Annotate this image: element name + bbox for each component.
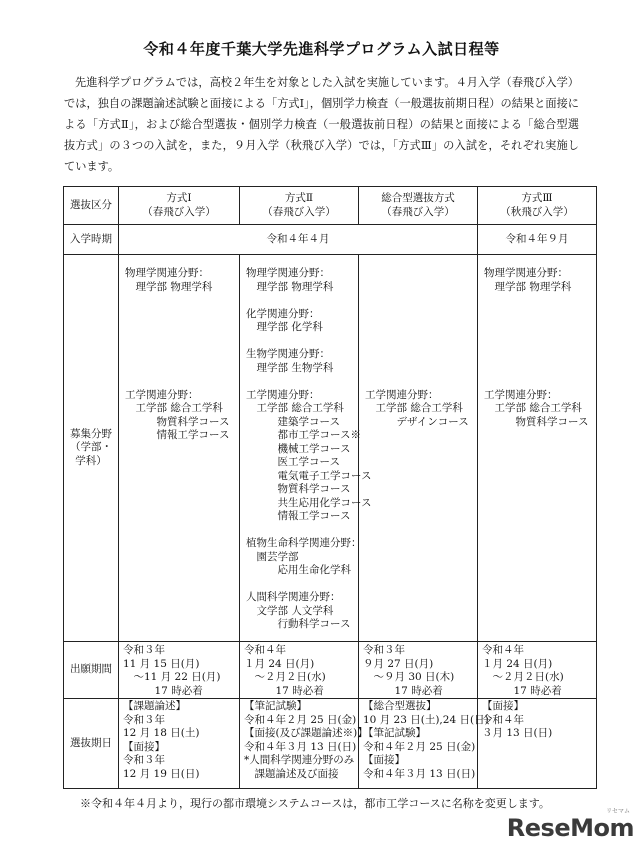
header-method-3-name: 方式Ⅲ bbox=[521, 192, 553, 204]
cell-line bbox=[125, 375, 239, 389]
cell-line bbox=[484, 348, 596, 362]
cell-line: 物理学関連分野： bbox=[246, 267, 330, 279]
cell-line: ９月 27 日(月) bbox=[363, 657, 434, 670]
header-method-2 bbox=[240, 187, 359, 225]
category-label: 選抜区分 bbox=[64, 187, 119, 225]
cell-line: 17 時必着 bbox=[482, 684, 562, 697]
footnote: ※令和４年４月より，現行の都市環境システムコースは，都市工学コースに名称を変更します。 bbox=[80, 797, 550, 810]
cell-line bbox=[246, 335, 358, 349]
cell-line: 【筆記試験】 bbox=[363, 727, 426, 739]
cell-line: ～11 月 22 日(月) bbox=[123, 671, 221, 683]
selection-row bbox=[64, 699, 597, 789]
cell-line: 令和４年２月 25 日(金) bbox=[244, 713, 357, 726]
cell-line bbox=[125, 308, 239, 322]
cell-line: 化学関連分野： bbox=[246, 307, 320, 320]
admission-spring: 令和４年４月 bbox=[119, 225, 478, 255]
cell-line: １月 24 日(月) bbox=[244, 657, 315, 670]
selection-date-label: 選抜期日 bbox=[64, 699, 119, 789]
fields-comprehensive bbox=[359, 255, 478, 642]
header-comprehensive-name: 総合型選抜方式 bbox=[381, 192, 455, 204]
cell-line: 工学部 総合工学科 bbox=[125, 402, 223, 414]
application-comprehensive bbox=[359, 642, 478, 699]
application-method-3 bbox=[478, 642, 597, 699]
cell-line bbox=[484, 335, 596, 349]
cell-line: 11 月 15 日(月) bbox=[123, 657, 200, 670]
cell-line: 12 月 19 日(日) bbox=[123, 767, 200, 780]
cell-line: 物理学関連分野： bbox=[125, 267, 209, 279]
cell-line bbox=[365, 362, 477, 376]
admission-period-label: 入学時期 bbox=[64, 225, 119, 255]
header-method-1-name: 方式Ⅰ bbox=[166, 192, 192, 204]
cell-line bbox=[125, 321, 239, 335]
cell-line: ～２月２日(水) bbox=[244, 671, 326, 683]
header-method-2-sub: （春飛び入学） bbox=[262, 205, 336, 218]
selection-method-1 bbox=[119, 699, 240, 789]
cell-line: 令和３年 bbox=[123, 754, 165, 766]
cell-line bbox=[365, 294, 477, 308]
cell-line: 電気電子工学コース bbox=[246, 469, 372, 482]
fields-method-1 bbox=[119, 255, 240, 642]
cell-line bbox=[484, 375, 596, 389]
cell-line: 園芸学部 bbox=[246, 550, 299, 563]
cell-line: 令和４年３月 13 日(日) bbox=[244, 740, 357, 753]
cell-line: 17 時必着 bbox=[123, 684, 203, 697]
cell-line bbox=[365, 267, 477, 281]
cell-line: 工学関連分野： bbox=[125, 388, 199, 401]
cell-line: ～２月２日(水) bbox=[482, 671, 564, 683]
cell-line bbox=[365, 308, 477, 322]
application-row bbox=[64, 642, 597, 699]
cell-line: 理学部 物理学科 bbox=[484, 280, 572, 293]
cell-line: 理学部 生物学科 bbox=[246, 361, 334, 374]
page-title: 令和４年度千葉大学先進科学プログラム入試日程等 bbox=[143, 40, 500, 58]
cell-line: 文学部 人文学科 bbox=[246, 604, 334, 617]
resemom-logo bbox=[500, 806, 640, 846]
cell-line: 建築学コース bbox=[246, 415, 340, 428]
header-method-1 bbox=[119, 187, 240, 225]
cell-line: 令和４年２月 25 日(金) bbox=[363, 740, 476, 753]
cell-line: ３月 13 日(日) bbox=[482, 727, 553, 739]
application-period-label: 出願期間 bbox=[64, 642, 119, 699]
cell-line: 令和３年 bbox=[363, 644, 405, 656]
intro-paragraph: 先進科学プログラムでは，高校２年生を対象とした入試を実施しています。４月入学（春飛び入学）では，独自の課題論述試験と面接による「方式Ⅰ」，個別学力検査（一般選抜前期日程）の結果と面接による「方式Ⅱ」，および総合型選抜・個別学力検査（一般選抜前日程）の結果と面接による「総合型選抜方式」の３つの入試を，また，９月入学（秋飛び入学）では，「方式Ⅲ」の入試を，それぞれ実施しています。 bbox=[64, 76, 579, 173]
cell-line: 【面接】 bbox=[363, 754, 405, 766]
cell-line: *人間科学関連分野のみ bbox=[244, 754, 355, 766]
cell-line: 工学関連分野： bbox=[365, 388, 439, 401]
cell-line bbox=[365, 348, 477, 362]
cell-line: 物理学関連分野： bbox=[484, 267, 568, 279]
cell-line: 12 月 18 日(土) bbox=[123, 727, 200, 739]
header-method-3-sub: （秋飛び入学） bbox=[500, 205, 574, 218]
header-comprehensive-sub: （春飛び入学） bbox=[381, 205, 455, 218]
cell-line: 【面接】 bbox=[482, 700, 524, 712]
cell-line: １月 24 日(月) bbox=[482, 657, 553, 670]
cell-line: 理学部 物理学科 bbox=[125, 280, 213, 293]
header-method-1-sub: （春飛び入学） bbox=[142, 205, 216, 218]
cell-line: 令和４年 bbox=[482, 644, 524, 656]
fields-label bbox=[64, 255, 119, 642]
cell-line bbox=[125, 348, 239, 362]
cell-line bbox=[365, 335, 477, 349]
cell-line: 【総合型選抜】 bbox=[363, 700, 437, 712]
cell-line bbox=[484, 362, 596, 376]
cell-line: 【筆記試験】 bbox=[244, 700, 307, 712]
cell-line bbox=[125, 335, 239, 349]
cell-line bbox=[484, 294, 596, 308]
cell-line: 人間科学関連分野： bbox=[246, 591, 341, 603]
cell-line: 応用生命化学科 bbox=[246, 564, 351, 576]
cell-line bbox=[246, 294, 358, 308]
cell-line: 【面接(及び課題論述※)】 bbox=[244, 727, 368, 739]
cell-line: 17 時必着 bbox=[244, 684, 324, 697]
cell-line bbox=[246, 375, 358, 389]
cell-line bbox=[125, 362, 239, 376]
cell-line: ～９月 30 日(木) bbox=[363, 671, 455, 683]
cell-line bbox=[365, 281, 477, 295]
selection-comprehensive bbox=[359, 699, 489, 789]
cell-line: 情報工学コース bbox=[125, 429, 230, 441]
admission-autumn: 令和４年９月 bbox=[478, 225, 597, 255]
cell-line: 植物生命科学関連分野： bbox=[246, 537, 362, 549]
cell-line bbox=[484, 308, 596, 322]
cell-line: 工学関連分野： bbox=[484, 388, 558, 401]
selection-method-3 bbox=[478, 699, 597, 789]
header-method-3 bbox=[478, 187, 597, 225]
cell-line: 【課題論述】 bbox=[123, 700, 186, 712]
header-method-2-name: 方式Ⅱ bbox=[284, 192, 314, 204]
cell-line: 17 時必着 bbox=[363, 684, 443, 697]
cell-line: 10 月 23 日(土),24 日(日) bbox=[363, 713, 489, 726]
header-comprehensive bbox=[359, 187, 478, 225]
cell-line: 理学部 化学科 bbox=[246, 321, 323, 333]
cell-line: 工学部 総合工学科 bbox=[365, 402, 463, 414]
application-method-1 bbox=[119, 642, 240, 699]
fields-row bbox=[64, 255, 597, 642]
cell-line: 【面接】 bbox=[123, 740, 165, 753]
cell-line: 物質科学コース bbox=[484, 415, 589, 428]
logo-small-text: リセマム bbox=[606, 808, 630, 815]
cell-line: 令和４年 bbox=[244, 644, 286, 656]
cell-line: 工学部 総合工学科 bbox=[246, 402, 344, 414]
application-method-2 bbox=[240, 642, 359, 699]
cell-line: デザインコース bbox=[365, 415, 469, 428]
selection-method-2 bbox=[240, 699, 368, 789]
cell-line bbox=[125, 294, 239, 308]
cell-line bbox=[246, 578, 358, 592]
logo-text: ReseMom bbox=[506, 814, 634, 842]
fields-method-3 bbox=[478, 255, 597, 642]
fields-label-line: 学科） bbox=[75, 454, 107, 467]
cell-line bbox=[246, 524, 358, 538]
cell-line: 医工学コース bbox=[246, 456, 340, 468]
cell-line: 工学関連分野： bbox=[246, 388, 320, 401]
cell-line: 課題論述及び面接 bbox=[244, 767, 339, 780]
cell-line: 行動科学コース bbox=[246, 618, 351, 630]
fields-label-line: 募集分野 bbox=[70, 427, 112, 440]
cell-line: 都市工学コース※ bbox=[246, 429, 361, 441]
cell-line: 令和４年 bbox=[482, 713, 524, 726]
admission-row bbox=[64, 225, 597, 255]
fields-label-line: （学部・ bbox=[70, 441, 112, 454]
cell-line: 物質科学コース bbox=[246, 483, 351, 495]
cell-line: 工学部 総合工学科 bbox=[484, 402, 582, 414]
fields-method-2 bbox=[240, 255, 372, 642]
cell-line: 情報工学コース bbox=[246, 510, 351, 522]
cell-line: 理学部 物理学科 bbox=[246, 280, 334, 293]
cell-line: 生物学関連分野： bbox=[246, 348, 330, 360]
cell-line: 令和３年 bbox=[123, 713, 165, 726]
cell-line bbox=[365, 321, 477, 335]
cell-line: 共生応用化学コース bbox=[246, 496, 372, 509]
schedule-table bbox=[63, 186, 597, 789]
cell-line: 令和４年３月 13 日(日) bbox=[363, 767, 476, 780]
cell-line bbox=[365, 375, 477, 389]
cell-line: 機械工学コース bbox=[246, 442, 351, 455]
cell-line: 令和３年 bbox=[123, 644, 165, 656]
cell-line bbox=[484, 321, 596, 335]
header-row bbox=[64, 187, 597, 225]
cell-line: 物質科学コース bbox=[125, 415, 230, 428]
